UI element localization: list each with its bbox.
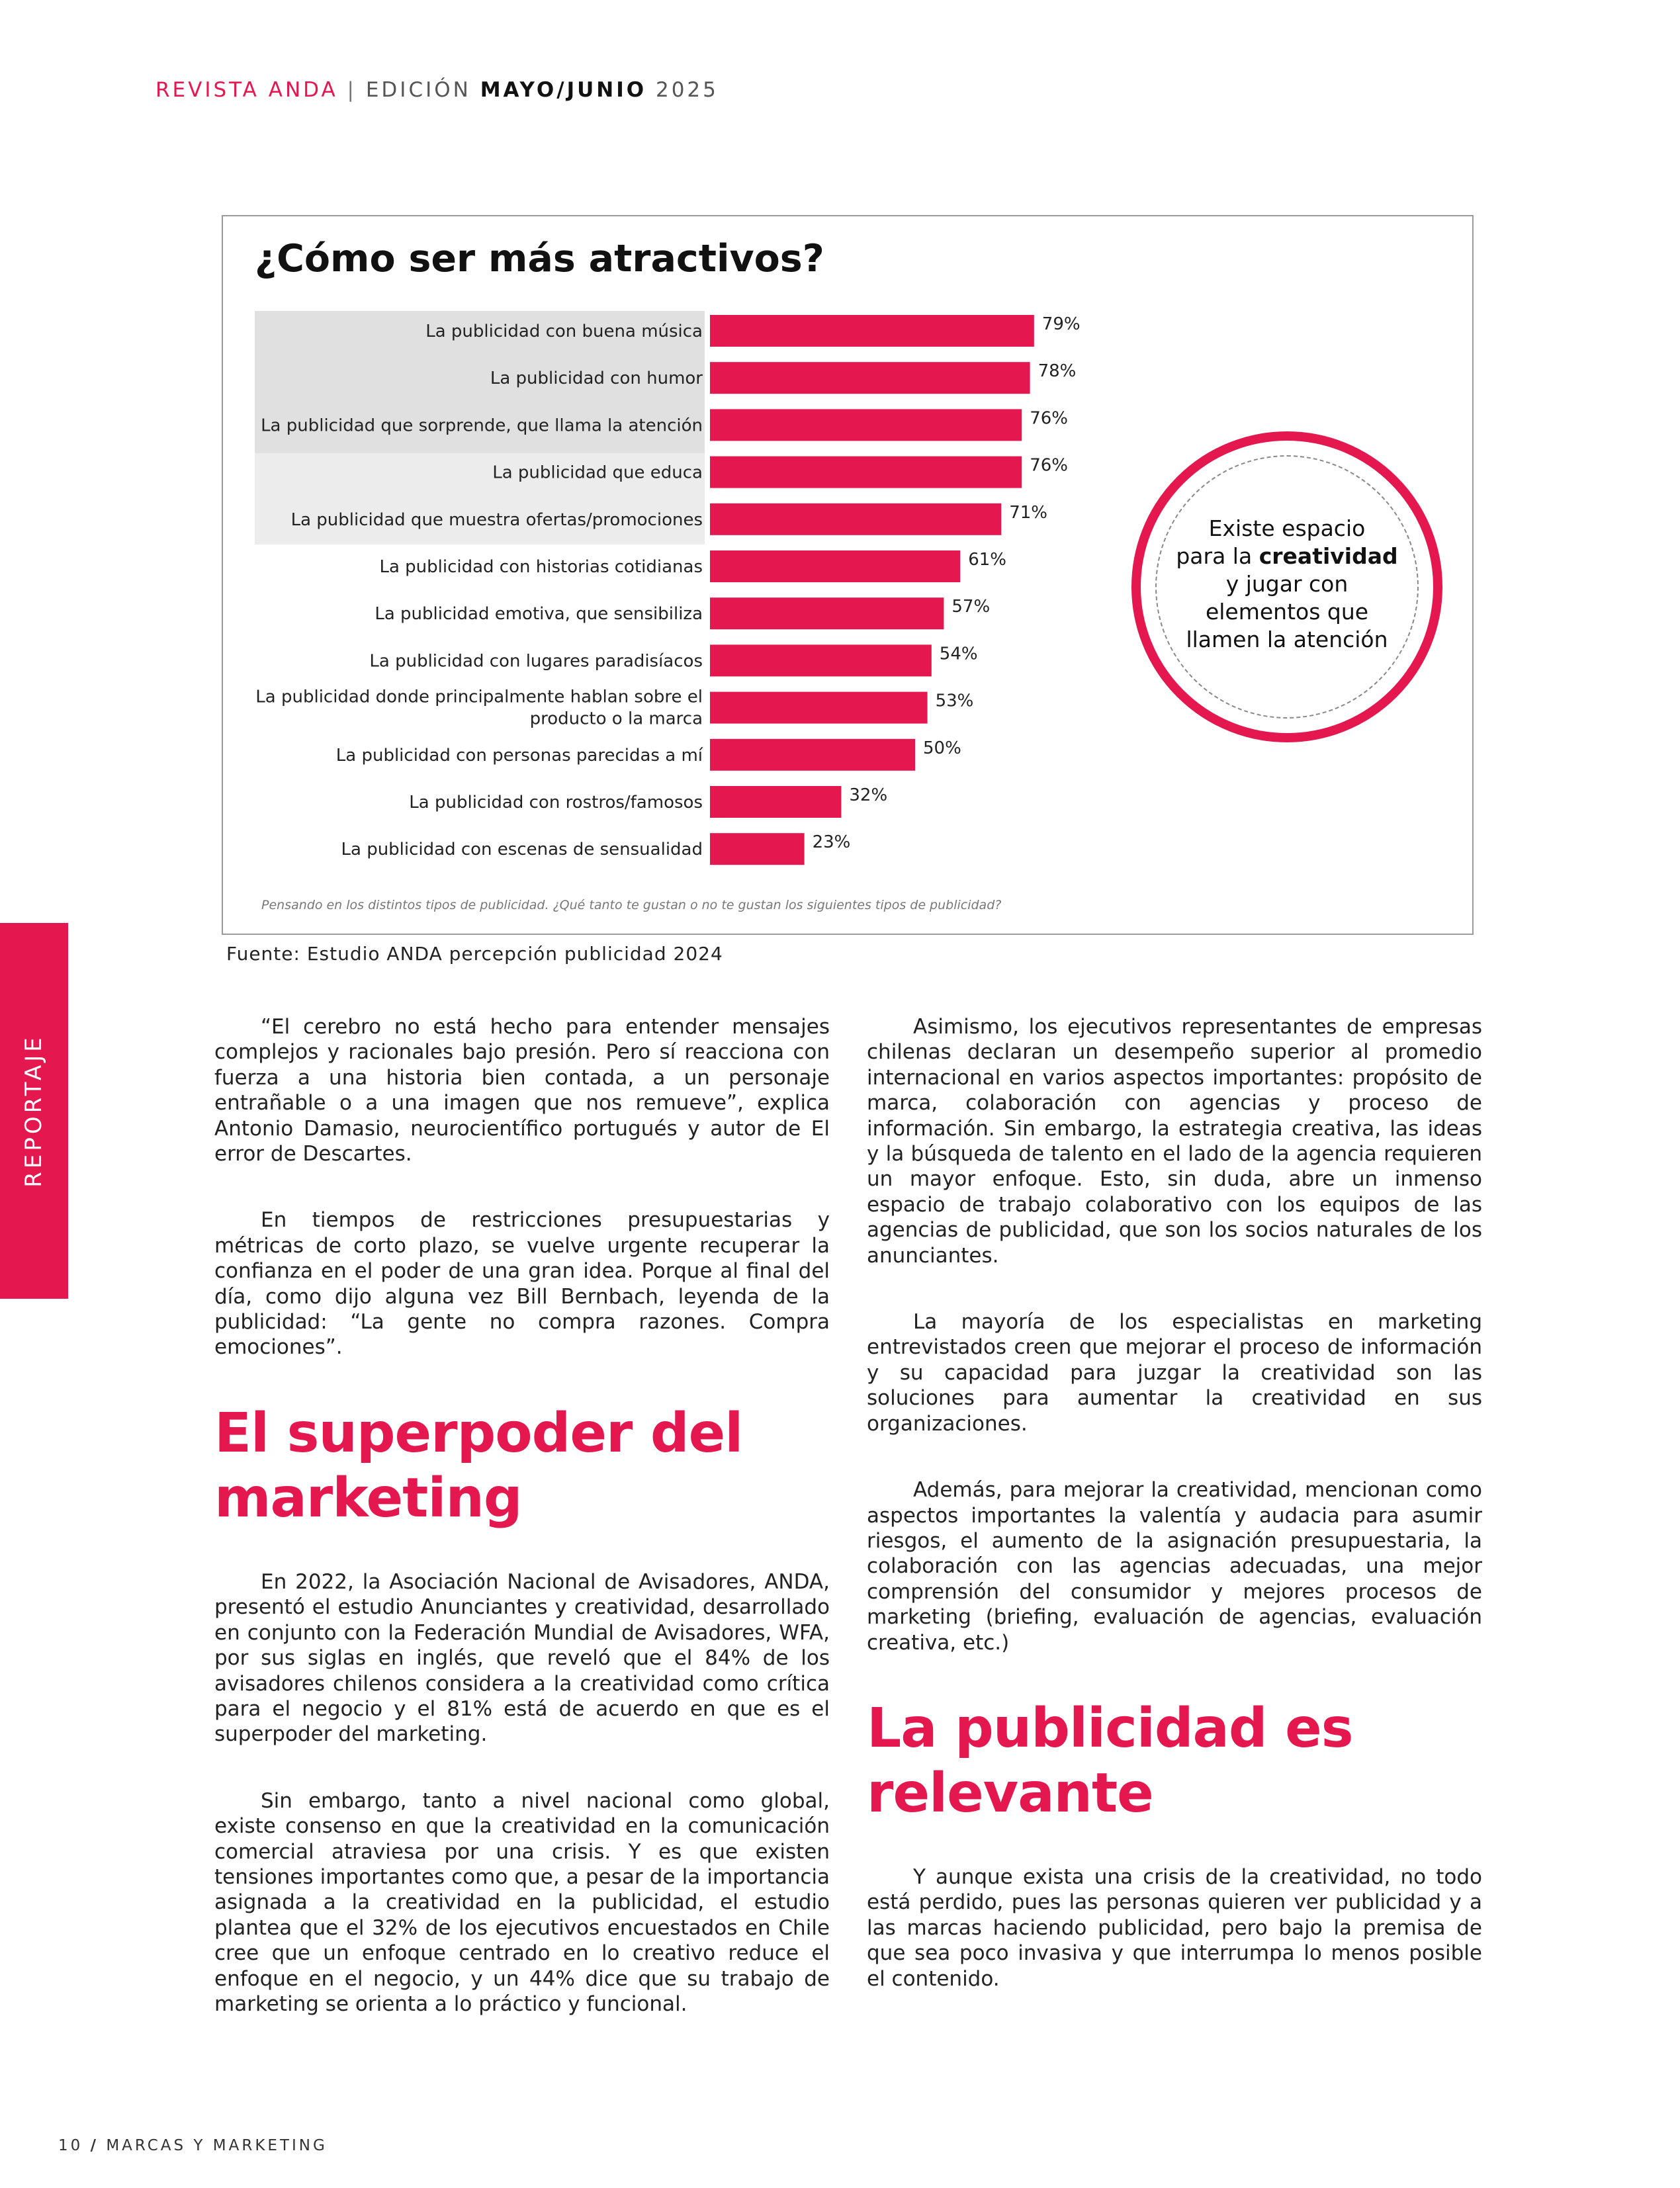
callout-line-4: elementos que (1205, 599, 1369, 625)
section-heading: La publicidad es relevante (867, 1696, 1353, 1825)
bar (710, 409, 1022, 441)
paragraph: En tiempos de restricciones presupuestarias y métricas de corto plazo, se vuelve urgente recuperar la confianza en el poder de una gran idea. Porque al final del día, como dijo alguna vez Bill Bernbach, leyenda de la publicidad: “La gente no compra razones. Compra emociones”. (214, 1208, 830, 1360)
chart-source: Fuente: Estudio ANDA percepción publicidad 2024 (226, 943, 723, 965)
bar (710, 597, 944, 629)
bar (710, 550, 960, 582)
bar (710, 786, 841, 818)
bar (710, 833, 805, 865)
bar-category-label: La publicidad que sorprende, que llama la atención (261, 416, 703, 436)
callout-circle (1131, 431, 1442, 742)
bar (710, 503, 1001, 535)
bar-value-label: 71% (1009, 502, 1047, 523)
callout-line-2 (1141, 543, 1433, 570)
left-column (214, 1014, 830, 2058)
bar-category-label: La publicidad que educa (492, 462, 703, 483)
chart-title: ¿Cómo ser más atractivos? (255, 237, 824, 281)
bar (710, 362, 1030, 394)
callout-line-2-pre: para la (1176, 543, 1259, 569)
right-column (867, 1014, 1482, 2033)
section-side-tab (0, 923, 68, 1299)
footer-slash: / (90, 2137, 99, 2154)
footer-section: MARCAS Y MARKETING (106, 2137, 328, 2154)
callout-text (1141, 515, 1433, 654)
bar-value-label: 53% (935, 691, 974, 711)
header-separator: | (347, 78, 357, 102)
bar-value-label: 54% (939, 644, 978, 664)
bar-value-label: 23% (812, 832, 851, 853)
section-side-tab-label: REPORTAJE (21, 1034, 47, 1188)
paragraph: Y aunque exista una crisis de la creatividad, no todo está perdido, pues las personas quieren ver publicidad y a las marcas haciendo publicidad, pero bajo la premisa de que sea poco invasiva y que interrumpa lo menos posible el contenido. (867, 1864, 1482, 1991)
paragraph: Además, para mejorar la creatividad, mencionan como aspectos importantes la valentía y audacia para asumir riesgos, el aumento de la asignación presupuestaria, la colaboración con las agencias adecuadas, una mejor comprensión del consumidor y mejores procesos de marketing (briefing, evaluación de agencias, evaluación creativa, etc.) (867, 1478, 1482, 1655)
paragraph: Asimismo, los ejecutivos representantes de empresas chilenas declaran un desempeño superior al promedio internacional en varios aspectos importantes: propósito de marca, colaboración con agencias y proceso de información. Sin embargo, la estrategia creativa, las ideas y la búsqueda de talento en el lado de la agencia requieren un mayor enfoque. Esto, sin duda, abre un inmenso espacio de trabajo colaborativo con los equipos de las agencias de publicidad, que son los socios naturales de los anunciantes. (867, 1015, 1482, 1268)
bar-category-label: La publicidad con historias cotidianas (379, 557, 703, 577)
bar (710, 739, 915, 771)
paragraph: Sin embargo, tanto a nivel nacional como global, existe consenso en que la creatividad en la comunicación comercial atraviesa por una crisis. Y es que existen tensiones importantes como que, a pesar de la importancia asignada a la creatividad en la publicidad, el estudio plantea que el 32% de los ejecutivos encuestados en Chile cree que un enfoque centrado en lo creativo reduce el enfoque en el negocio, y un 44% dice que su trabajo de marketing se orienta a lo práctico y funcional. (214, 1788, 830, 2016)
bar-value-label: 79% (1041, 314, 1081, 334)
bar-category-label: La publicidad que muestra ofertas/promociones (290, 509, 703, 530)
paragraph: En 2022, la Asociación Nacional de Avisadores, ANDA, presentó el estudio Anunciantes y creatividad, desarrollado en conjunto con la Federación Mundial de Avisadores, WFA, por sus siglas en inglés, que reveló que el 84% de los avisadores chilenos considera a la creatividad como crítica para el negocio y el 81% está de acuerdo en que es el superpoder del marketing. (214, 1569, 830, 1747)
bar (710, 457, 1022, 488)
paragraph: La mayoría de los especialistas en marketing entrevistados creen que mejorar el proceso de información y su capacidad para juzgar la creatividad son las soluciones para aumentar la creatividad en sus organizaciones. (867, 1310, 1482, 1436)
bar-category-label: La publicidad con rostros/famosos (409, 793, 703, 812)
bar-category-label: La publicidad con humor (490, 369, 703, 389)
callout-bold-word: creatividad (1259, 543, 1398, 569)
bar (710, 692, 928, 724)
bar-category-label: La publicidad con personas parecidas a mí (335, 745, 703, 766)
callout-line-1: Existe espacio (1208, 515, 1366, 541)
bar-value-label: 50% (923, 738, 961, 758)
bar-value-label: 32% (849, 785, 888, 805)
publication-name: REVISTA ANDA (155, 78, 338, 102)
bar (710, 315, 1034, 347)
paragraph: “El cerebro no está hecho para entender mensajes complejos y racionales bajo presión. Pero sí reacciona con fuerza a una historia bien contada, a un personaje entrañable o a una imagen que nos remueve”, explica Antonio Damasio, neurocientífico portugués y autor de El error de Descartes. (214, 1015, 830, 1166)
bar-value-label: 57% (951, 597, 991, 617)
bar-category-label: La publicidad con lugares paradisíacos (369, 651, 703, 672)
callout-line-5: llamen la atención (1186, 627, 1388, 652)
bar-value-label: 76% (1030, 408, 1068, 429)
edition-month: MAYO/JUNIO (480, 78, 647, 102)
edition-year: 2025 (655, 78, 719, 102)
edition-label: EDICIÓN (365, 78, 471, 102)
bar-value-label: 76% (1030, 455, 1068, 476)
page-footer (58, 2137, 328, 2154)
bar-category-label: La publicidad con escenas de sensualidad (341, 840, 703, 860)
section-heading: El superpoder del marketing (214, 1401, 743, 1530)
bar-category-label: La publicidad con buena música (425, 322, 703, 341)
page-number: 10 (58, 2137, 83, 2154)
bar (710, 644, 932, 676)
bar-value-label: 78% (1038, 361, 1077, 382)
bar-category-label: La publicidad donde principalmente hablan sobre el producto o la marca (255, 687, 703, 729)
callout-line-3: y jugar con (1225, 571, 1348, 597)
bar-category-label: La publicidad emotiva, que sensibiliza (375, 604, 703, 625)
bar-value-label: 61% (968, 550, 1006, 570)
chart-note: Pensando en los distintos tipos de publicidad. ¿Qué tanto te gustan o no te gustan los siguientes tipos de publicidad? (261, 898, 1002, 912)
